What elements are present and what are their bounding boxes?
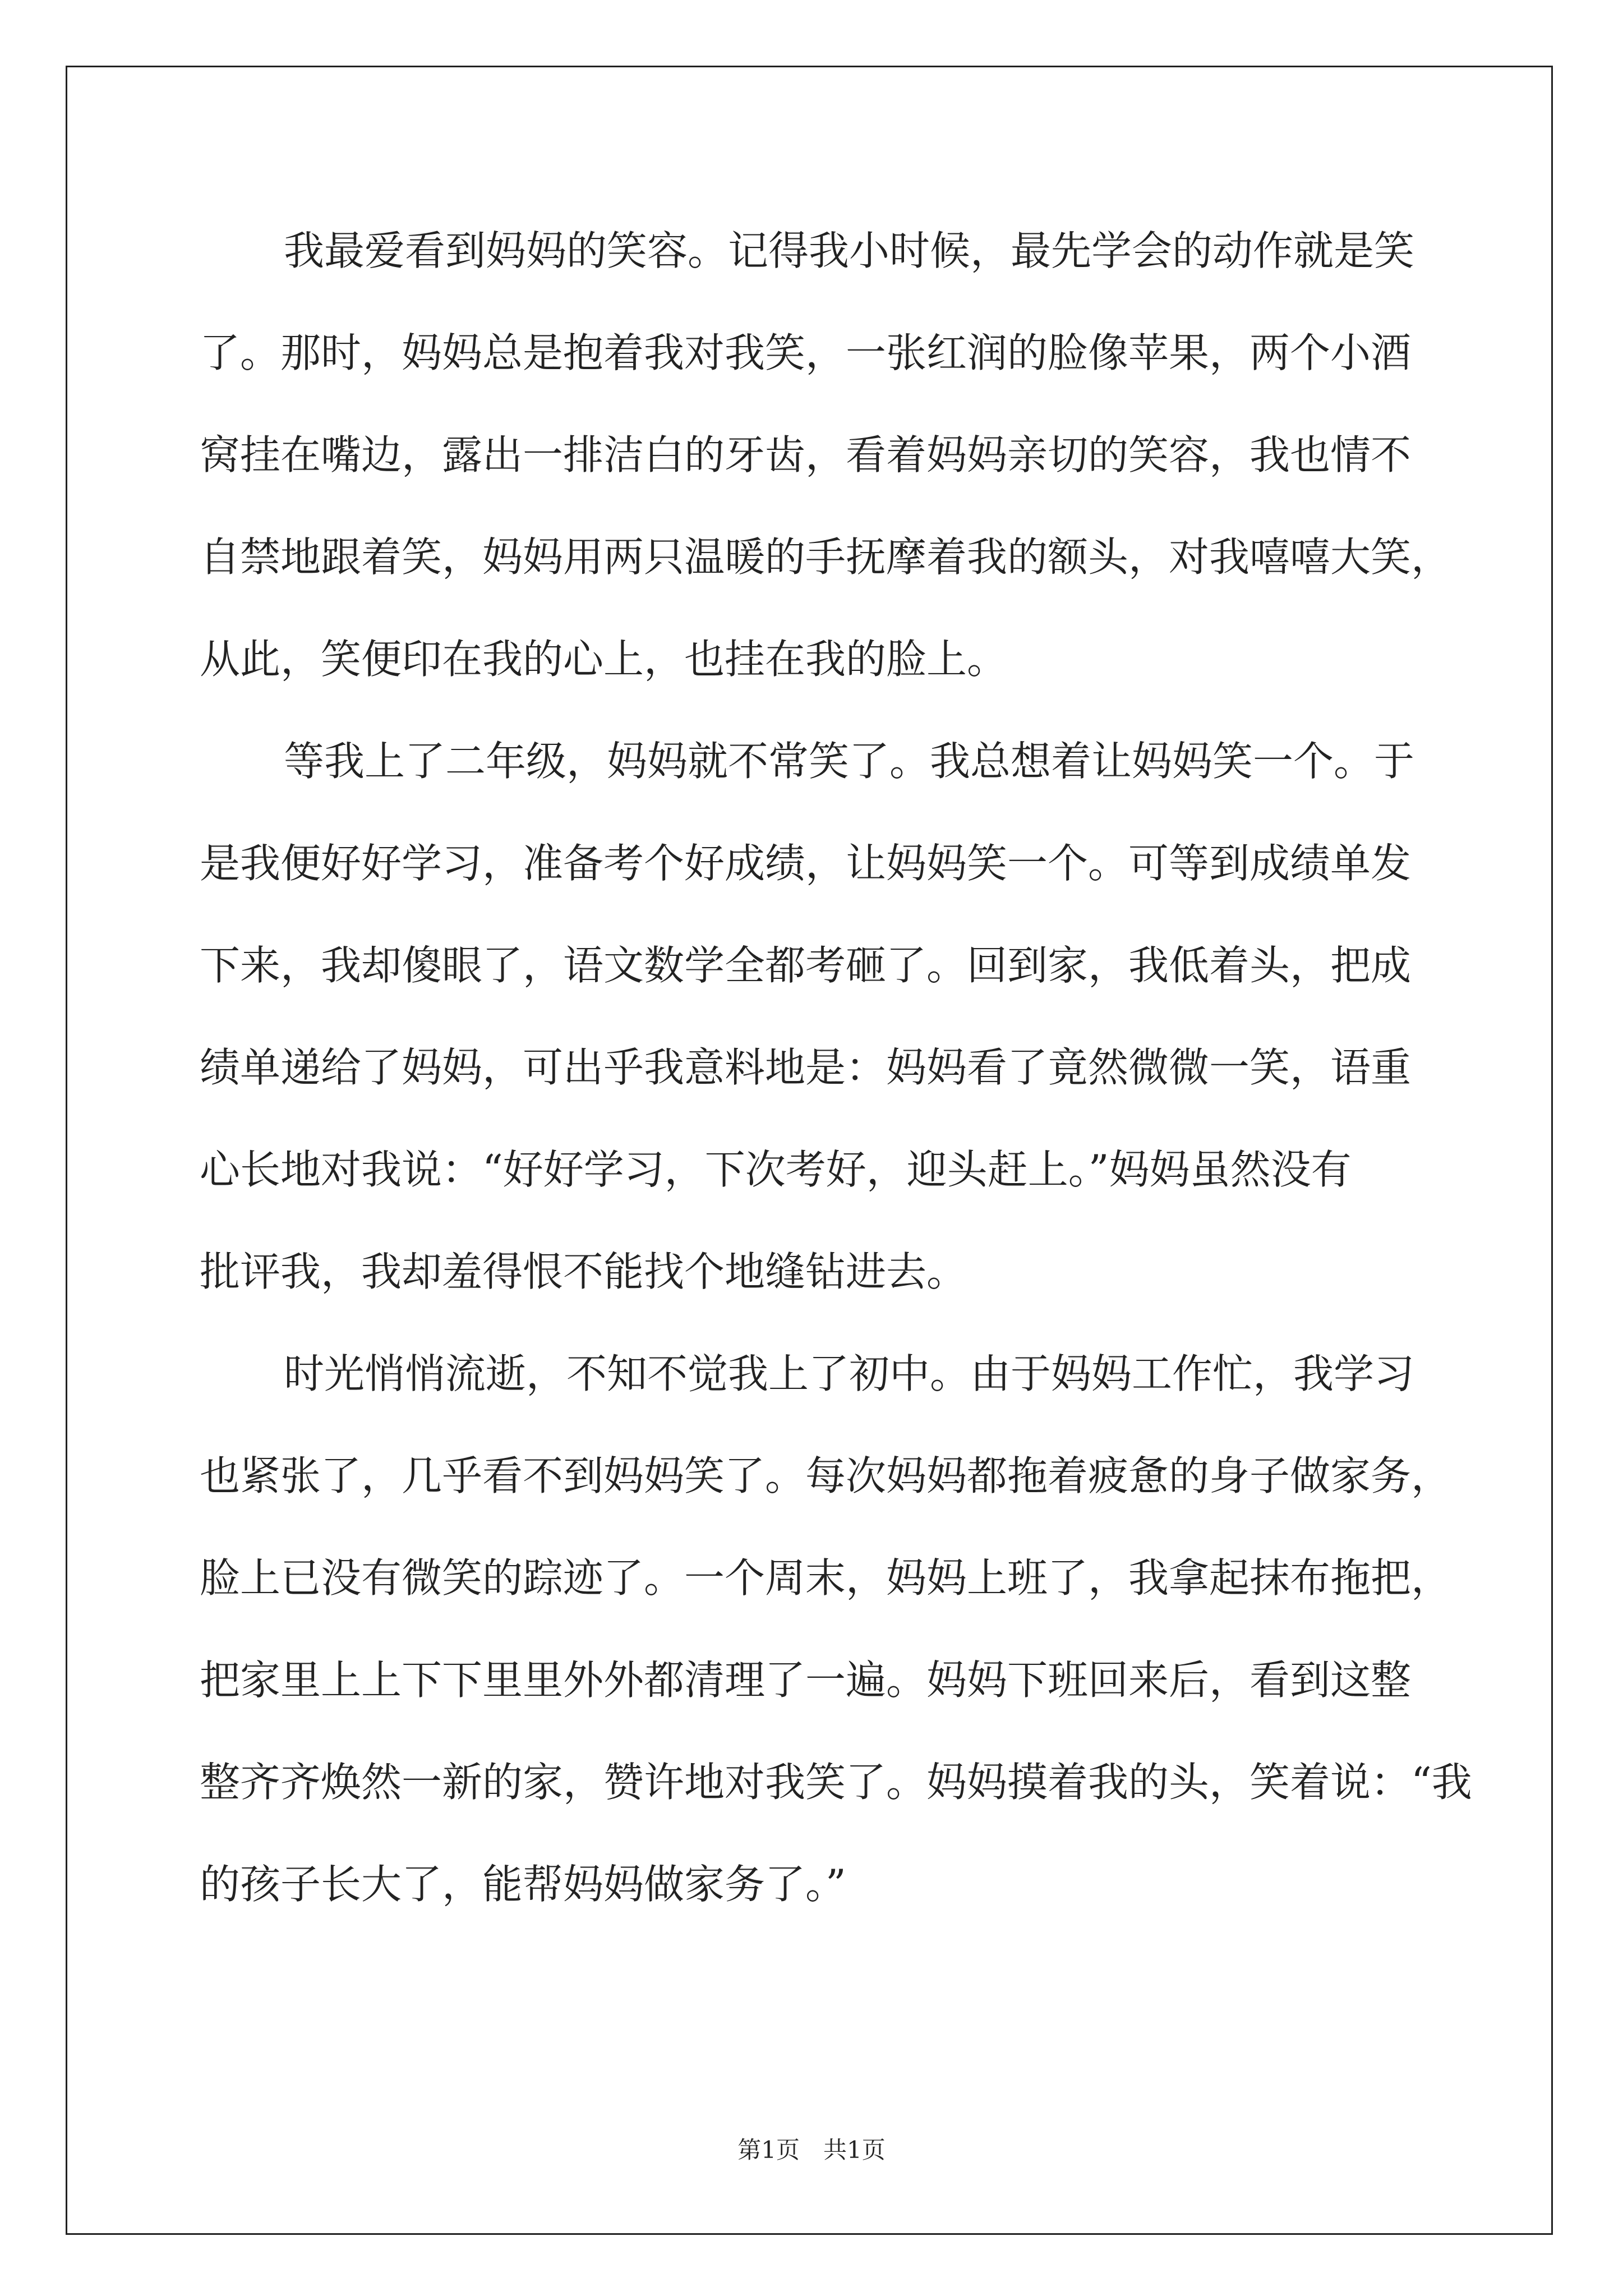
page-number-label: 第1页 共1页 [737, 2136, 886, 2164]
text-line: 时光悄悄流逝，不知不觉我上了初中。由于妈妈工作忙，我学习 [284, 1350, 1415, 1397]
text-line: 批评我，我却羞得恨不能找个地缝钻进去。 [200, 1248, 967, 1295]
paragraph-1 [200, 220, 1452, 730]
page-footer [0, 2132, 1623, 2165]
text-line: 整齐齐焕然一新的家，赞许地对我笑了。妈妈摸着我的头，笑着说：“我 [200, 1759, 1472, 1806]
text-line: 窝挂在嘴边，露出一排洁白的牙齿，看着妈妈亲切的笑容，我也情不 [200, 431, 1412, 478]
text-line: 心长地对我说：“好好学习，下次考好，迎头赶上。”妈妈虽然没有 [200, 1146, 1352, 1193]
text-line: 脸上已没有微笑的踪迹了。一个周末，妈妈上班了，我拿起抹布拖把， [200, 1554, 1452, 1602]
text-line: 是我便好好学习，准备考个好成绩，让妈妈笑一个。可等到成绩单发 [200, 840, 1412, 887]
document-body [200, 220, 1472, 1955]
paragraph-3 [200, 1343, 1472, 1955]
text-line: 了。那时，妈妈总是抱着我对我笑，一张红润的脸像苹果，两个小酒 [200, 329, 1412, 376]
text-line: 我最爱看到妈妈的笑容。记得我小时候，最先学会的动作就是笑 [284, 227, 1415, 274]
text-line: 自禁地跟着笑，妈妈用两只温暖的手抚摩着我的额头，对我嘻嘻大笑， [200, 533, 1452, 581]
text-line: 也紧张了，几乎看不到妈妈笑了。每次妈妈都拖着疲惫的身子做家务， [200, 1452, 1452, 1499]
text-line: 把家里上上下下里里外外都清理了一遍。妈妈下班回来后，看到这整 [200, 1657, 1412, 1704]
paragraph-2 [200, 730, 1429, 1343]
text-line: 从此，笑便印在我的心上，也挂在我的脸上。 [200, 636, 1008, 683]
text-line: 的孩子长大了，能帮妈妈做家务了。” [200, 1861, 846, 1908]
text-line: 下来，我却傻眼了，语文数学全都考砸了。回到家，我低着头，把成 [200, 942, 1412, 989]
text-line: 等我上了二年级，妈妈就不常笑了。我总想着让妈妈笑一个。于 [284, 738, 1415, 785]
text-line: 绩单递给了妈妈，可出乎我意料地是：妈妈看了竟然微微一笑，语重 [200, 1044, 1412, 1091]
